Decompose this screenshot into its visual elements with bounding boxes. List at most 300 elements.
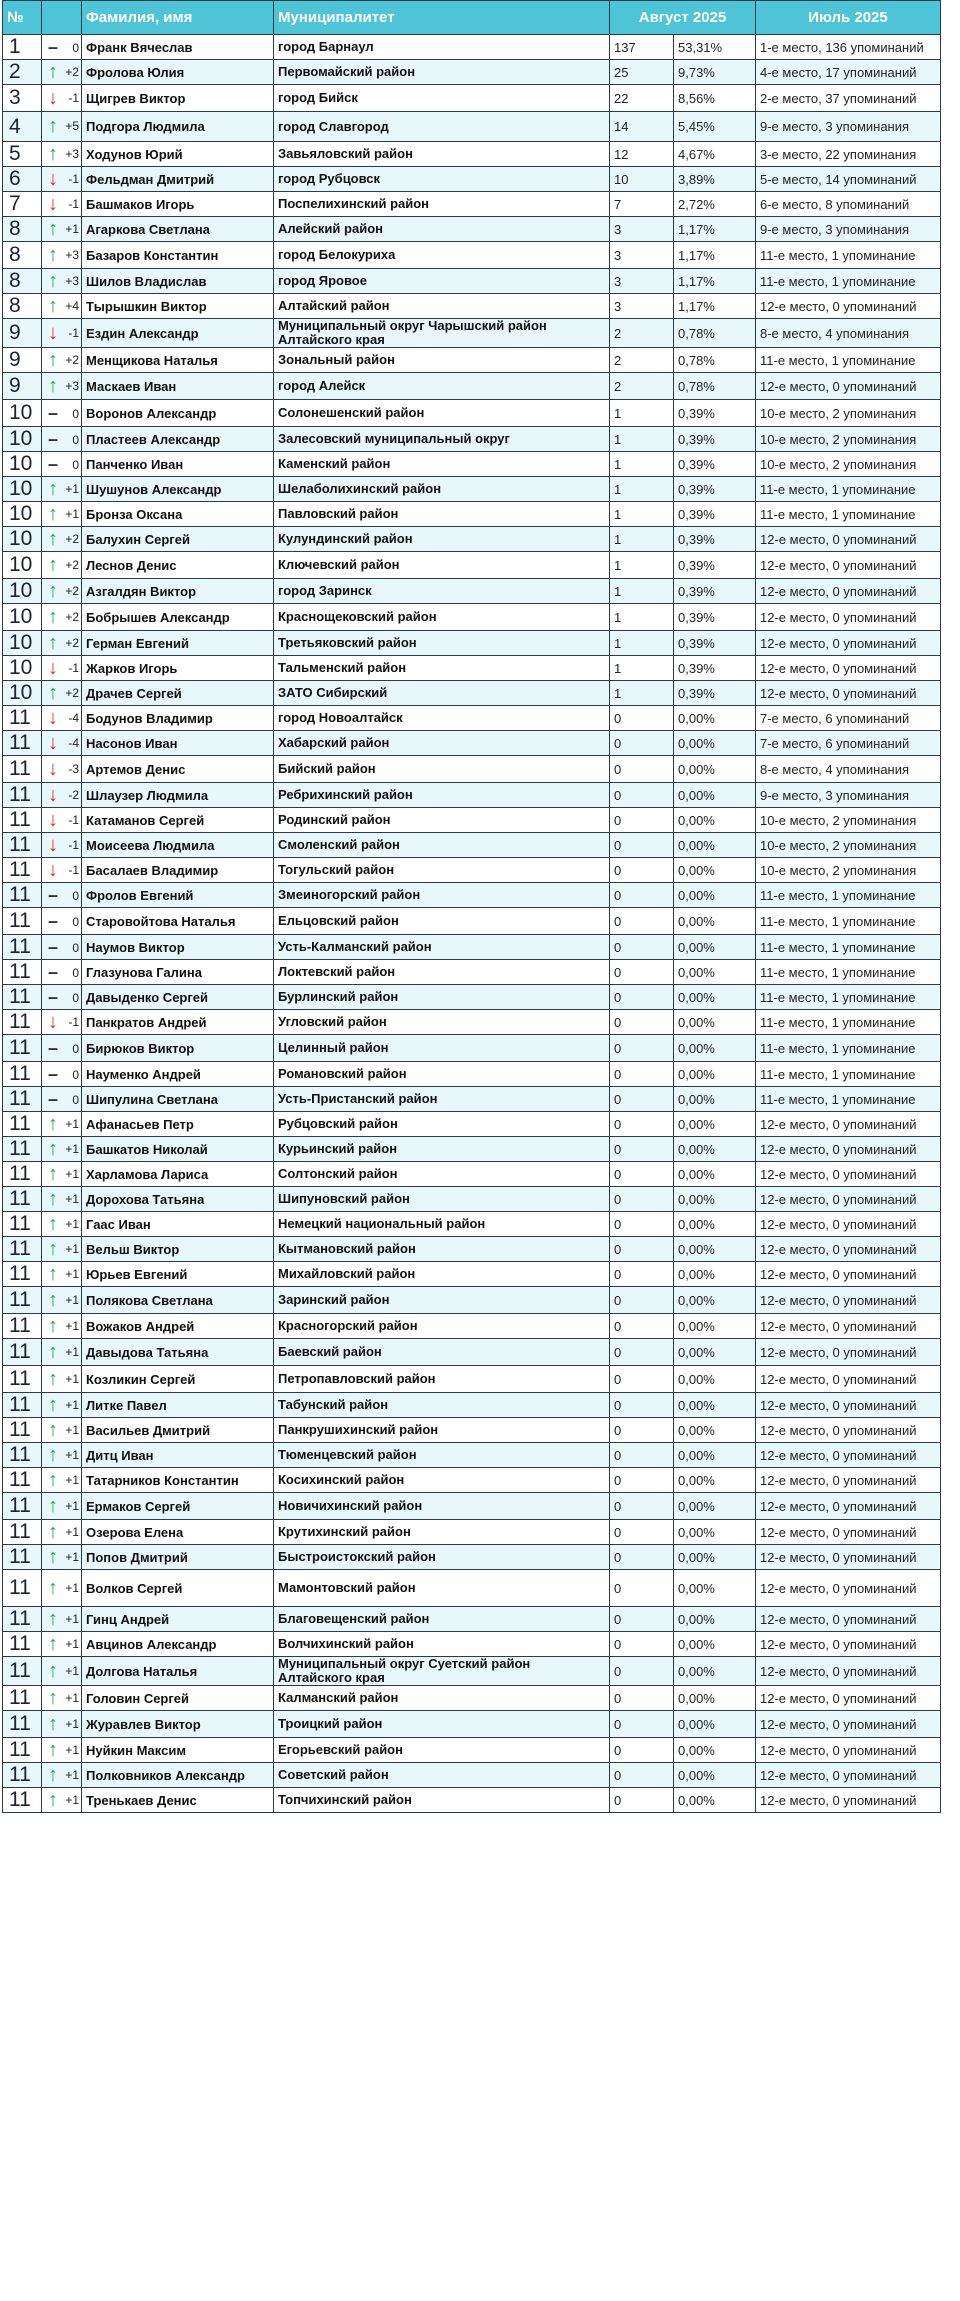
municipality-cell	[274, 783, 610, 808]
arrow-up-icon: ↑	[48, 1545, 58, 1568]
table-row	[3, 1520, 941, 1545]
municipality-cell	[274, 1162, 610, 1187]
august-percent-cell: 0,39%	[674, 527, 756, 552]
august-percent-cell: 0,39%	[674, 502, 756, 527]
table-row	[3, 1493, 941, 1520]
july-place-cell: 12-е место, 0 упоминаний	[756, 1570, 941, 1607]
trend-cell	[42, 502, 82, 527]
rank-cell: 11	[3, 1711, 42, 1738]
arrow-down-icon: ↓	[48, 706, 58, 729]
delta-value: +1	[65, 1742, 79, 1757]
name-cell: Козликин Сергей	[82, 1366, 274, 1393]
august-mentions-cell: 2	[610, 348, 674, 373]
arrow-up-icon: ↑	[48, 631, 58, 654]
name-cell: Вельш Виктор	[82, 1237, 274, 1262]
municipality-text: Первомайский район	[278, 64, 416, 79]
arrow-up-icon: ↑	[48, 217, 58, 240]
municipality-text: Зональный район	[278, 352, 395, 367]
arrow-up-icon: ↑	[48, 1367, 58, 1390]
delta-value: +2	[65, 352, 79, 367]
table-row	[3, 269, 941, 294]
name-cell: Афанасьев Петр	[82, 1112, 274, 1137]
trend-cell	[42, 477, 82, 502]
rank-cell: 11	[3, 1062, 42, 1087]
municipality-text: Панкрушихинский район	[278, 1422, 439, 1437]
trend-cell	[42, 935, 82, 960]
dash-icon: –	[47, 453, 58, 474]
rank-cell: 11	[3, 1570, 42, 1607]
arrow-up-icon: ↑	[48, 527, 58, 550]
august-percent-cell: 0,39%	[674, 452, 756, 477]
august-mentions-cell: 0	[610, 1686, 674, 1711]
rank-cell: 10	[3, 502, 42, 527]
august-percent-cell: 0,39%	[674, 579, 756, 604]
rank-cell: 11	[3, 1443, 42, 1468]
municipality-text: Каменский район	[278, 456, 391, 471]
august-mentions-cell: 3	[610, 294, 674, 319]
rank-cell: 11	[3, 935, 42, 960]
arrow-up-icon: ↑	[48, 1494, 58, 1517]
arrow-down-icon: ↓	[48, 321, 58, 344]
trend-cell	[42, 604, 82, 631]
arrow-up-icon: ↑	[48, 605, 58, 628]
municipality-cell	[274, 1493, 610, 1520]
municipality-text: город Заринск	[278, 583, 372, 598]
trend-cell	[42, 706, 82, 731]
august-mentions-cell: 0	[610, 1287, 674, 1314]
july-place-cell: 11-е место, 1 упоминание	[756, 1062, 941, 1087]
delta-value: -4	[68, 735, 79, 750]
municipality-cell	[274, 269, 610, 294]
municipality-text: Тальменский район	[278, 660, 407, 675]
table-row	[3, 883, 941, 908]
rank-cell: 8	[3, 294, 42, 319]
table-row	[3, 1468, 941, 1493]
rank-cell: 10	[3, 400, 42, 427]
august-percent-cell: 0,78%	[674, 319, 756, 348]
august-mentions-cell: 0	[610, 1607, 674, 1632]
municipality-text: город Рубцовск	[278, 171, 381, 186]
august-percent-cell: 0,00%	[674, 1607, 756, 1632]
header-row	[3, 1, 941, 35]
trend-cell	[42, 1570, 82, 1607]
table-row	[3, 552, 941, 579]
delta-value: -1	[68, 837, 79, 852]
august-percent-cell: 0,00%	[674, 1366, 756, 1393]
august-mentions-cell: 0	[610, 1062, 674, 1087]
trend-cell	[42, 1520, 82, 1545]
table-row	[3, 502, 941, 527]
july-place-cell: 12-е место, 0 упоминаний	[756, 294, 941, 319]
trend-cell	[42, 1632, 82, 1657]
name-cell: Панкратов Андрей	[82, 1010, 274, 1035]
name-cell: Полковников Александр	[82, 1763, 274, 1788]
name-cell: Подгора Людмила	[82, 112, 274, 142]
august-percent-cell: 0,00%	[674, 1262, 756, 1287]
delta-value: +1	[65, 1191, 79, 1206]
name-cell: Дитц Иван	[82, 1443, 274, 1468]
municipality-text: Косихинский район	[278, 1472, 405, 1487]
table-row	[3, 373, 941, 400]
august-mentions-cell: 0	[610, 1237, 674, 1262]
august-percent-cell: 0,00%	[674, 1339, 756, 1366]
arrow-up-icon: ↑	[48, 1607, 58, 1630]
municipality-text: Родинский район	[278, 812, 391, 827]
table-row	[3, 217, 941, 242]
august-percent-cell: 0,00%	[674, 1212, 756, 1237]
arrow-up-icon: ↑	[48, 477, 58, 500]
name-cell: Тырышкин Виктор	[82, 294, 274, 319]
table-row	[3, 1607, 941, 1632]
august-percent-cell: 0,00%	[674, 1443, 756, 1468]
trend-cell	[42, 1212, 82, 1237]
dash-icon: –	[47, 884, 58, 905]
arrow-up-icon: ↑	[48, 115, 58, 137]
july-place-cell: 12-е место, 0 упоминаний	[756, 1738, 941, 1763]
delta-value: -1	[68, 660, 79, 675]
delta-value: +2	[65, 685, 79, 700]
municipality-text: Михайловский район	[278, 1266, 416, 1281]
municipality-cell	[274, 1137, 610, 1162]
july-place-cell: 4-е место, 17 упоминаний	[756, 60, 941, 85]
municipality-text: город Бийск	[278, 90, 358, 105]
municipality-cell	[274, 1418, 610, 1443]
august-percent-cell: 3,89%	[674, 167, 756, 192]
delta-value: +1	[65, 1344, 79, 1359]
rank-cell: 11	[3, 706, 42, 731]
august-mentions-cell: 0	[610, 1366, 674, 1393]
july-place-cell: 12-е место, 0 упоминаний	[756, 1607, 941, 1632]
august-mentions-cell: 0	[610, 1632, 674, 1657]
municipality-cell	[274, 400, 610, 427]
municipality-text: Локтевский район	[278, 964, 396, 979]
arrow-down-icon: ↓	[48, 86, 58, 109]
delta-value: +1	[65, 1792, 79, 1807]
name-cell: Журавлев Виктор	[82, 1711, 274, 1738]
table-row	[3, 85, 941, 112]
july-place-cell: 12-е место, 0 упоминаний	[756, 1287, 941, 1314]
table-row	[3, 452, 941, 477]
name-cell: Волков Сергей	[82, 1570, 274, 1607]
table-row	[3, 112, 941, 142]
municipality-text: Бийский район	[278, 761, 376, 776]
name-cell: Фролов Евгений	[82, 883, 274, 908]
august-mentions-cell: 0	[610, 756, 674, 783]
rank-cell: 11	[3, 833, 42, 858]
municipality-text: Топчихинский район	[278, 1792, 412, 1807]
august-percent-cell: 1,17%	[674, 269, 756, 294]
july-place-cell: 12-е место, 0 упоминаний	[756, 1468, 941, 1493]
august-percent-cell: 0,00%	[674, 1187, 756, 1212]
delta-value: -1	[68, 1014, 79, 1029]
july-place-cell: 12-е место, 0 упоминаний	[756, 1493, 941, 1520]
july-place-cell: 12-е место, 0 упоминаний	[756, 1314, 941, 1339]
august-mentions-cell: 0	[610, 1738, 674, 1763]
delta-value: +1	[65, 1371, 79, 1386]
trend-cell	[42, 85, 82, 112]
municipality-cell	[274, 1287, 610, 1314]
table-row	[3, 808, 941, 833]
july-place-cell: 12-е место, 0 упоминаний	[756, 656, 941, 681]
municipality-text: Быстроистокский район	[278, 1549, 436, 1564]
name-cell: Попов Дмитрий	[82, 1545, 274, 1570]
municipality-text: Табунский район	[278, 1397, 389, 1412]
august-percent-cell: 0,39%	[674, 400, 756, 427]
july-place-cell: 11-е место, 1 упоминание	[756, 348, 941, 373]
august-percent-cell: 0,00%	[674, 1520, 756, 1545]
delta-value: +2	[65, 609, 79, 624]
august-percent-cell: 0,39%	[674, 656, 756, 681]
august-mentions-cell: 0	[610, 960, 674, 985]
july-place-cell: 2-е место, 37 упоминаний	[756, 85, 941, 112]
august-percent-cell: 0,39%	[674, 477, 756, 502]
delta-value: +1	[65, 1524, 79, 1539]
august-mentions-cell: 10	[610, 167, 674, 192]
municipality-cell	[274, 1711, 610, 1738]
delta-value: +1	[65, 1716, 79, 1731]
municipality-cell	[274, 656, 610, 681]
delta-value: +3	[65, 273, 79, 288]
name-cell: Головин Сергей	[82, 1686, 274, 1711]
name-cell: Полякова Светлана	[82, 1287, 274, 1314]
municipality-cell	[274, 167, 610, 192]
municipality-cell	[274, 242, 610, 269]
name-cell: Ездин Александр	[82, 319, 274, 348]
header-name: Фамилия, имя	[82, 1, 274, 35]
table-row	[3, 35, 941, 60]
name-cell: Шилов Владислав	[82, 269, 274, 294]
table-row	[3, 1062, 941, 1087]
july-place-cell: 5-е место, 14 упоминаний	[756, 167, 941, 192]
july-place-cell: 12-е место, 0 упоминаний	[756, 1112, 941, 1137]
municipality-cell	[274, 319, 610, 348]
delta-value: -1	[68, 171, 79, 186]
table-row	[3, 1262, 941, 1287]
august-percent-cell: 9,73%	[674, 60, 756, 85]
name-cell: Воронов Александр	[82, 400, 274, 427]
august-mentions-cell: 0	[610, 1788, 674, 1813]
name-cell: Фельдман Дмитрий	[82, 167, 274, 192]
municipality-cell	[274, 1468, 610, 1493]
rank-cell: 11	[3, 1788, 42, 1813]
august-mentions-cell: 0	[610, 1711, 674, 1738]
table-row	[3, 60, 941, 85]
dash-icon: –	[47, 1063, 58, 1084]
trend-cell	[42, 1607, 82, 1632]
dash-icon: –	[47, 36, 58, 57]
delta-value: 0	[72, 888, 79, 903]
name-cell: Бобрышев Александр	[82, 604, 274, 631]
municipality-cell	[274, 1237, 610, 1262]
july-place-cell: 6-е место, 8 упоминаний	[756, 192, 941, 217]
table-row	[3, 706, 941, 731]
rank-cell: 11	[3, 1520, 42, 1545]
trend-cell	[42, 908, 82, 935]
rank-cell: 11	[3, 883, 42, 908]
delta-value: +2	[65, 531, 79, 546]
july-place-cell: 11-е место, 1 упоминание	[756, 960, 941, 985]
trend-cell	[42, 783, 82, 808]
municipality-cell	[274, 1010, 610, 1035]
name-cell: Жарков Игорь	[82, 656, 274, 681]
arrow-up-icon: ↑	[48, 1340, 58, 1363]
rank-cell: 11	[3, 960, 42, 985]
municipality-cell	[274, 142, 610, 167]
delta-value: +1	[65, 1447, 79, 1462]
municipality-text: Залесовский муниципальный округ	[278, 431, 510, 446]
municipality-text: Ключевский район	[278, 557, 400, 572]
rank-cell: 11	[3, 1763, 42, 1788]
august-percent-cell: 1,17%	[674, 294, 756, 319]
delta-value: 0	[72, 1067, 79, 1082]
rank-cell: 11	[3, 908, 42, 935]
arrow-up-icon: ↑	[48, 1288, 58, 1311]
rank-cell: 2	[3, 60, 42, 85]
name-cell: Шлаузер Людмила	[82, 783, 274, 808]
trend-cell	[42, 579, 82, 604]
arrow-up-icon: ↑	[48, 502, 58, 525]
table-row	[3, 167, 941, 192]
municipality-cell	[274, 1087, 610, 1112]
name-cell: Долгова Наталья	[82, 1657, 274, 1686]
municipality-cell	[274, 1632, 610, 1657]
municipality-text: Поспелихинский район	[278, 196, 430, 211]
august-mentions-cell: 0	[610, 1393, 674, 1418]
dash-icon: –	[47, 1037, 58, 1058]
name-cell: Наумов Виктор	[82, 935, 274, 960]
rank-cell: 6	[3, 167, 42, 192]
august-mentions-cell: 0	[610, 808, 674, 833]
delta-value: +1	[65, 1318, 79, 1333]
name-cell: Маскаев Иван	[82, 373, 274, 400]
trend-cell	[42, 985, 82, 1010]
municipality-text: Романовский район	[278, 1066, 407, 1081]
delta-value: +5	[65, 119, 79, 133]
arrow-down-icon: ↓	[48, 1010, 58, 1033]
july-place-cell: 8-е место, 4 упоминания	[756, 756, 941, 783]
municipality-text: Калманский район	[278, 1690, 399, 1705]
july-place-cell: 12-е место, 0 упоминаний	[756, 604, 941, 631]
delta-value: 0	[72, 1092, 79, 1107]
table-row	[3, 1162, 941, 1187]
july-place-cell: 7-е место, 6 упоминаний	[756, 731, 941, 756]
table-row	[3, 985, 941, 1010]
july-place-cell: 3-е место, 22 упоминания	[756, 142, 941, 167]
trend-cell	[42, 858, 82, 883]
delta-value: -1	[68, 812, 79, 827]
name-cell: Юрьев Евгений	[82, 1262, 274, 1287]
municipality-cell	[274, 373, 610, 400]
name-cell: Азгалдян Виктор	[82, 579, 274, 604]
rank-cell: 11	[3, 1010, 42, 1035]
rank-cell: 11	[3, 756, 42, 783]
august-mentions-cell: 0	[610, 935, 674, 960]
name-cell: Катаманов Сергей	[82, 808, 274, 833]
arrow-up-icon: ↑	[48, 1576, 58, 1599]
name-cell: Басалаев Владимир	[82, 858, 274, 883]
municipality-cell	[274, 1570, 610, 1607]
august-mentions-cell: 0	[610, 1468, 674, 1493]
table-row	[3, 294, 941, 319]
rank-cell: 10	[3, 477, 42, 502]
municipality-text: Заринский район	[278, 1292, 390, 1307]
municipality-cell	[274, 217, 610, 242]
august-mentions-cell: 1	[610, 427, 674, 452]
arrow-down-icon: ↓	[48, 731, 58, 754]
municipality-text: Шипуновский район	[278, 1191, 410, 1206]
trend-cell	[42, 1137, 82, 1162]
rank-cell: 8	[3, 269, 42, 294]
august-mentions-cell: 0	[610, 1137, 674, 1162]
rank-cell: 4	[3, 112, 42, 142]
table-row	[3, 858, 941, 883]
delta-value: 0	[72, 40, 79, 55]
rank-cell: 10	[3, 527, 42, 552]
arrow-up-icon: ↑	[48, 579, 58, 602]
trend-cell	[42, 242, 82, 269]
delta-value: -1	[68, 325, 79, 340]
municipality-cell	[274, 808, 610, 833]
august-mentions-cell: 1	[610, 631, 674, 656]
municipality-cell	[274, 1212, 610, 1237]
table-row	[3, 833, 941, 858]
trend-cell	[42, 348, 82, 373]
july-place-cell: 12-е место, 0 упоминаний	[756, 681, 941, 706]
august-mentions-cell: 1	[610, 502, 674, 527]
trend-cell	[42, 452, 82, 477]
municipality-cell	[274, 35, 610, 60]
august-percent-cell: 5,45%	[674, 112, 756, 142]
municipality-text: Советский район	[278, 1767, 389, 1782]
august-mentions-cell: 25	[610, 60, 674, 85]
august-mentions-cell: 1	[610, 579, 674, 604]
arrow-up-icon: ↑	[48, 1187, 58, 1210]
table-row	[3, 908, 941, 935]
arrow-up-icon: ↑	[48, 1212, 58, 1235]
delta-value: 0	[72, 914, 79, 929]
municipality-cell	[274, 1262, 610, 1287]
arrow-up-icon: ↑	[48, 1712, 58, 1735]
august-percent-cell: 0,39%	[674, 631, 756, 656]
july-place-cell: 9-е место, 3 упоминания	[756, 112, 941, 142]
august-mentions-cell: 0	[610, 1010, 674, 1035]
august-percent-cell: 2,72%	[674, 192, 756, 217]
municipality-text: город Славгород	[278, 118, 389, 134]
july-place-cell: 11-е место, 1 упоминание	[756, 908, 941, 935]
arrow-up-icon: ↑	[48, 269, 58, 292]
august-percent-cell: 0,78%	[674, 373, 756, 400]
july-place-cell: 12-е место, 0 упоминаний	[756, 1657, 941, 1686]
delta-value: +1	[65, 1216, 79, 1231]
arrow-up-icon: ↑	[48, 142, 58, 165]
rank-cell: 11	[3, 1493, 42, 1520]
trend-cell	[42, 1493, 82, 1520]
table-row	[3, 1443, 941, 1468]
rank-cell: 11	[3, 1187, 42, 1212]
delta-value: +1	[65, 1663, 79, 1678]
table-row	[3, 1087, 941, 1112]
table-row	[3, 1738, 941, 1763]
delta-value: +3	[65, 247, 79, 262]
august-mentions-cell: 3	[610, 217, 674, 242]
july-place-cell: 11-е место, 1 упоминание	[756, 242, 941, 269]
delta-value: -4	[68, 710, 79, 725]
delta-value: -2	[68, 787, 79, 802]
august-percent-cell: 0,00%	[674, 731, 756, 756]
august-percent-cell: 0,00%	[674, 808, 756, 833]
table-row	[3, 1314, 941, 1339]
trend-cell	[42, 60, 82, 85]
